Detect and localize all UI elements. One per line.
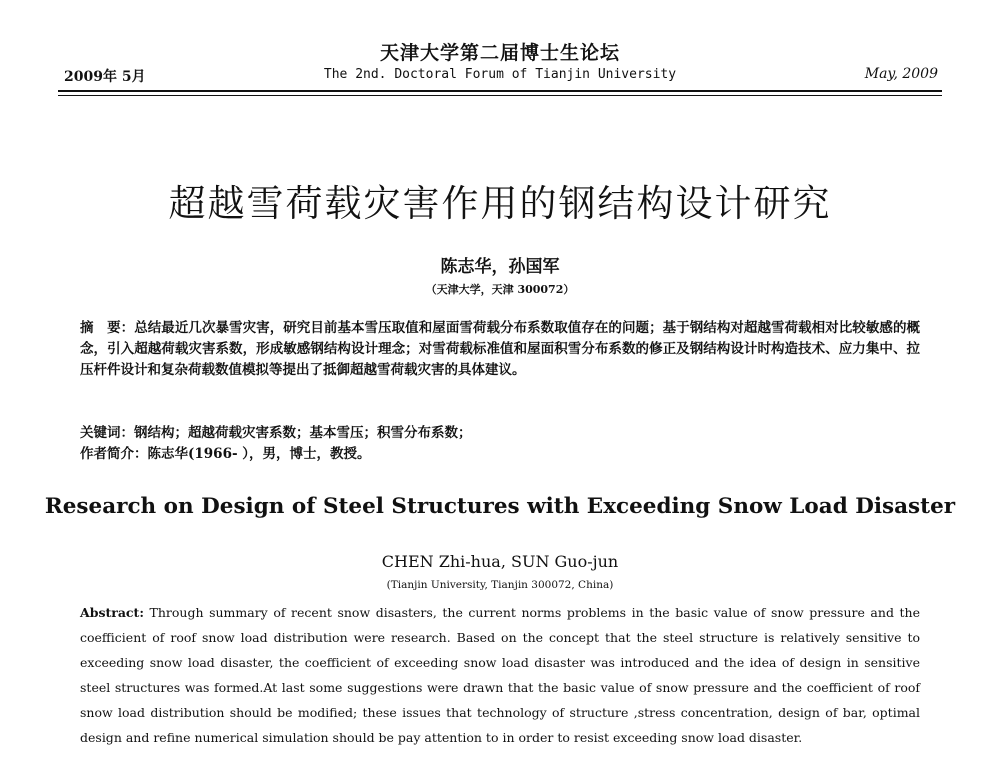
abstract-text-cn: 总结最近几次暴雪灾害，研究目前基本雪压取值和屋面雪荷载分布系数取值存在的问题；基于钢结构对超越雪荷载相对比较敏感的概念，引入超越荷载灾害系数，形成敏感钢结构设计理念；对雪荷载标准值和屋面积雪分布系数的修正及钢结构设计时构造技术、应力集中、拉压杆件设计和复杂荷载数值模拟等提出了抵御超越雪荷载灾害的具体建议。 [80,320,921,378]
journal-title-en: The 2nd. Doctoral Forum of Tianjin University [323,67,677,82]
header-rule-thick [58,90,942,92]
affiliation-cn: （天津大学，天津 300072） [425,283,575,296]
keywords-text-cn: 钢结构；超越荷载灾害系数；基本雪压；积雪分布系数； [134,425,472,441]
abstract-en [80,600,920,750]
author-bio-cn [80,444,920,465]
authors-cn: 陈志华，孙国军 [440,257,560,277]
journal-title-cn: 天津大学第二届博士生论坛 [379,42,620,64]
bio-text-cn: 陈志华(1966- ），男，博士，教授。 [147,446,371,462]
keywords-label-cn: 关键词： [80,425,134,441]
abstract-cn [80,318,920,381]
affiliation-en: (Tianjin University, Tianjin 300072, China) [386,579,614,591]
abstract-label-cn: 摘 要： [80,320,135,336]
abstract-label-en: Abstract: [80,605,144,620]
bio-label-cn: 作者简介： [80,446,148,462]
header-rule-thin [58,95,942,96]
issue-date-cn: 2009年 5月 [64,69,146,85]
abstract-text-en: Through summary of recent snow disasters, the current norms problems in the basic value of snow pressure and the coefficient of roof snow load distribution were research. Based on the concept that the steel structure is relatively sensitive to exceeding snow load disaster, the coefficient of exceeding snow load disaster was introduced and the idea of design in sensitive steel structures was formed.At last some suggestions were drawn that the basic value of snow pressure and the coefficient of roof snow load distribution should be modified; these issues that technology of structure ,stress concentration, design of bar, optimal design and refine numerical simulation should be pay attention to in order to resist exceeding snow load disaster. [80,605,920,745]
page-header [58,0,942,100]
authors-en: CHEN Zhi-hua, SUN Guo-jun [381,552,619,571]
paper-title-cn: 超越雪荷载灾害作用的钢结构设计研究 [168,182,832,225]
header-row [58,66,942,88]
paper-title-en: Research on Design of Steel Structures with Exceeding Snow Load Disaster [44,494,956,519]
issue-date-en: May, 2009 [864,66,938,82]
keywords-cn [80,423,920,444]
